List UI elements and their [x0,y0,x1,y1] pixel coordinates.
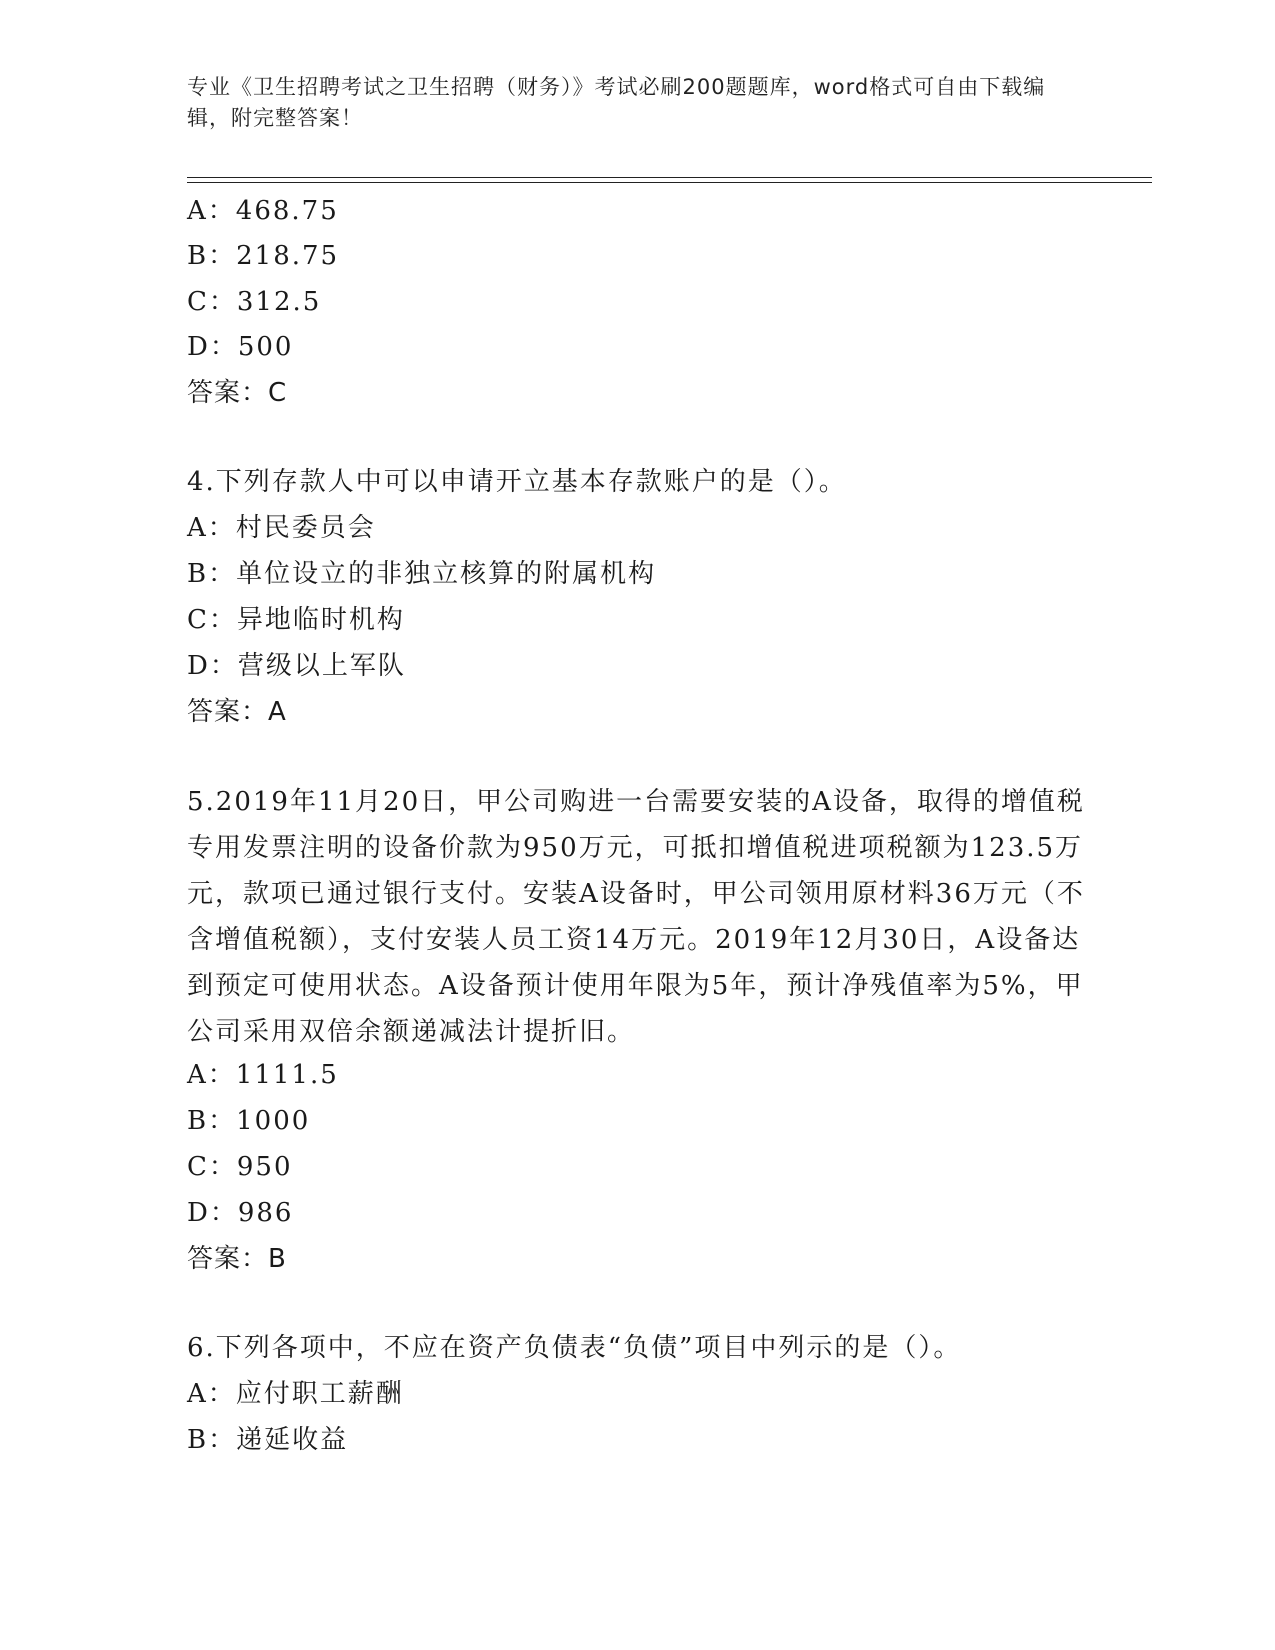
q5-answer: 答案：B [187,1244,287,1274]
q4-stem: 4.下列存款人中可以申请开立基本存款账户的是（）。 [187,467,847,497]
header-rule-top [187,177,1152,178]
q5-stem: 5.2019年11月20日，甲公司购进一台需要安装的A设备，取得的增值税专用发票注明的设备价款为950万元，可抵扣增值税进项税额为123.5万元，款项已通过银行支付。安装A设备时，甲公司领用原材料36万元（不含增值税额），支付安装人员工资14万元。2019年12月30日，A设备达到预定可使用状态。A设备预计使用年限为5年，预计净残值率为5%，甲公司采用双倍余额递减法计提折旧。 [187,787,1085,1047]
q5-option-d: D：986 [187,1198,294,1228]
header-rule-bottom [187,182,1152,183]
q5-option-a: A：1111.5 [187,1060,339,1090]
q6-option-a: A：应付职工薪酬 [187,1379,404,1409]
q4-option-c: C：异地临时机构 [187,605,405,635]
q4-option-d: D：营级以上军队 [187,651,406,681]
q3-answer: 答案：C [187,378,288,408]
q4-option-b: B：单位设立的非独立核算的附属机构 [187,559,657,589]
q3-option-d: D：500 [187,332,294,362]
q3-option-c: C：312.5 [187,287,322,317]
q3-option-b: B：218.75 [187,241,340,271]
q3-option-a: A：468.75 [187,196,339,226]
q4-answer: 答案：A [187,697,287,727]
q6-option-b: B：递延收益 [187,1425,349,1455]
q6-stem: 6.下列各项中，不应在资产负债表“负债”项目中列示的是（）。 [187,1333,962,1363]
document-header: 专业《卫生招聘考试之卫生招聘（财务）》考试必刷200题题库，word格式可自由下载编辑，附完整答案！ [187,75,1046,130]
q4-option-a: A：村民委员会 [187,513,376,543]
q5-option-c: C：950 [187,1152,293,1182]
q5-option-b: B：1000 [187,1106,311,1136]
